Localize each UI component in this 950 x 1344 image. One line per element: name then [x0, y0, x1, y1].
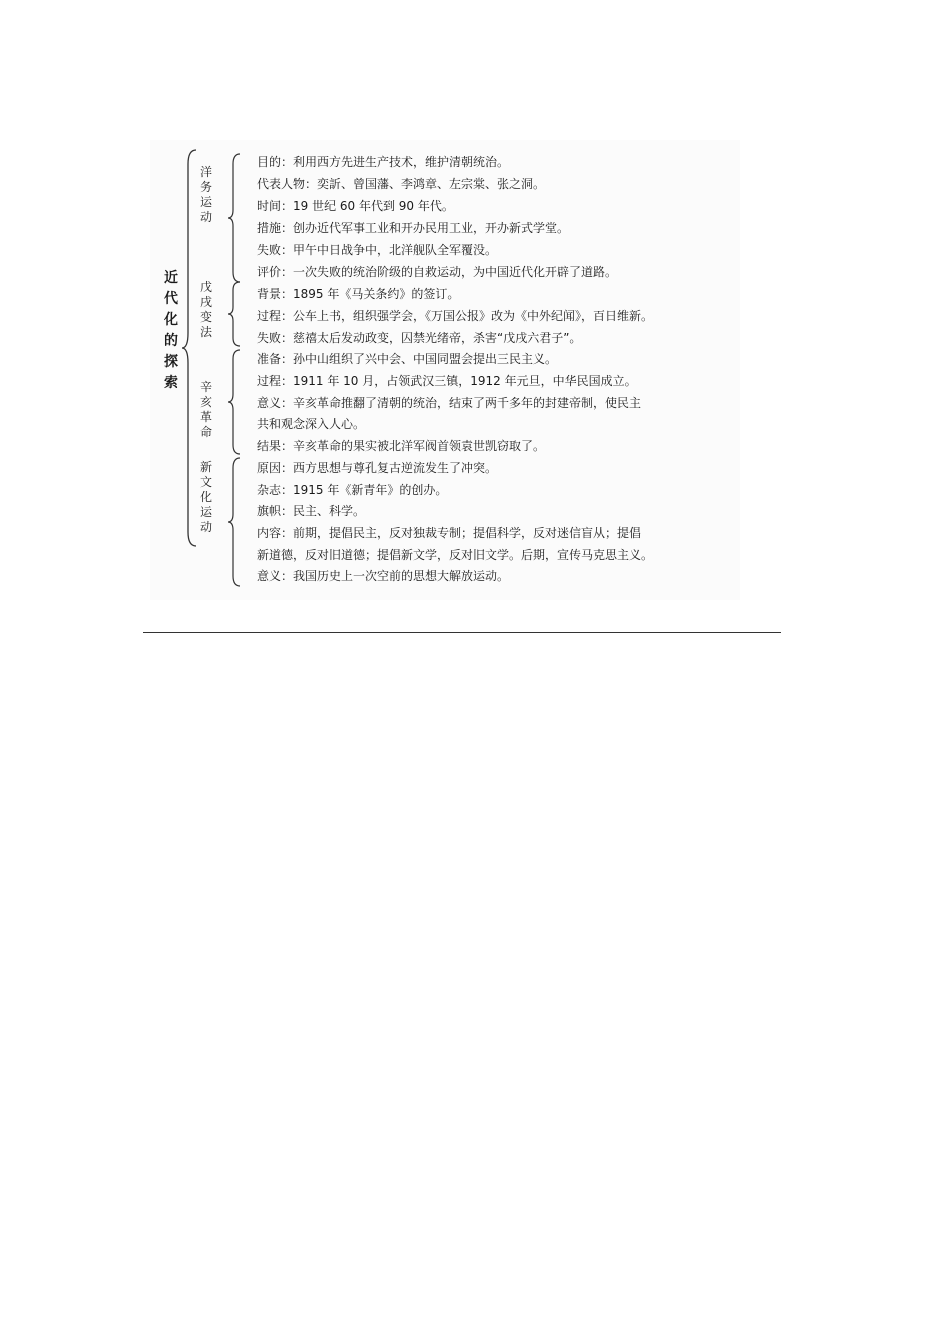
- list-item: 杂志：1915 年《新青年》的创办。: [257, 483, 448, 497]
- list-item: 过程：1911 年 10 月，占领武汉三镇，1912 年元旦，中华民国成立。: [257, 374, 637, 388]
- divider-line: [143, 632, 781, 633]
- list-item: 代表人物：奕訢、曾国藩、李鸿章、左宗棠、张之洞。: [257, 177, 546, 191]
- list-item: 原因：西方思想与尊孔复古逆流发生了冲突。: [257, 461, 498, 475]
- branch-label-wuxu: 戊戌变法: [199, 280, 212, 339]
- sub-brace-xinwenhua: [228, 456, 242, 588]
- list-item: 准备：孙中山组织了兴中会、中国同盟会提出三民主义。: [257, 352, 558, 366]
- list-item: 失败：慈禧太后发动政变，囚禁光绪帝，杀害“戊戌六君子”。: [257, 331, 582, 345]
- list-item: 背景：1895 年《马关条约》的签订。: [257, 287, 460, 301]
- list-item: 过程：公车上书，组织强学会，《万国公报》改为《中外纪闻》，百日维新。: [257, 309, 654, 323]
- branch-label-xinhai: 辛亥革命: [199, 380, 212, 439]
- list-item: 意义：辛亥革命推翻了清朝的统治，结束了两千多年的封建帝制，使民主: [257, 396, 642, 410]
- main-brace: [182, 148, 198, 548]
- root-topic: 近代化的探索: [164, 270, 178, 391]
- knowledge-tree-diagram: [150, 140, 740, 600]
- list-item: 旗帜：民主、科学。: [257, 504, 366, 518]
- list-item: 失败：甲午中日战争中，北洋舰队全军覆没。: [257, 243, 498, 257]
- sub-brace-wuxu: [228, 280, 242, 348]
- list-item: 意义：我国历史上一次空前的思想大解放运动。: [257, 569, 510, 583]
- list-item: 时间：19 世纪 60 年代到 90 年代。: [257, 199, 454, 213]
- list-item: 评价：一次失败的统治阶级的自救运动，为中国近代化开辟了道路。: [257, 265, 618, 279]
- list-item: 措施：创办近代军事工业和开办民用工业，开办新式学堂。: [257, 221, 570, 235]
- list-item: 内容：前期，提倡民主，反对独裁专制；提倡科学，反对迷信盲从；提倡: [257, 526, 642, 540]
- list-item: 结果：辛亥革命的果实被北洋军阀首领袁世凯窃取了。: [257, 439, 546, 453]
- list-item: 共和观念深入人心。: [257, 417, 366, 431]
- list-item: 目的：利用西方先进生产技术，维护清朝统治。: [257, 155, 510, 169]
- branch-label-xinwenhua: 新文化运动: [199, 460, 212, 534]
- branch-label-yangwu: 洋务运动: [199, 165, 212, 224]
- sub-brace-yangwu: [228, 152, 242, 284]
- sub-brace-xinhai: [228, 348, 242, 456]
- list-item: 新道德，反对旧道德；提倡新文学，反对旧文学。后期，宣传马克思主义。: [257, 548, 654, 562]
